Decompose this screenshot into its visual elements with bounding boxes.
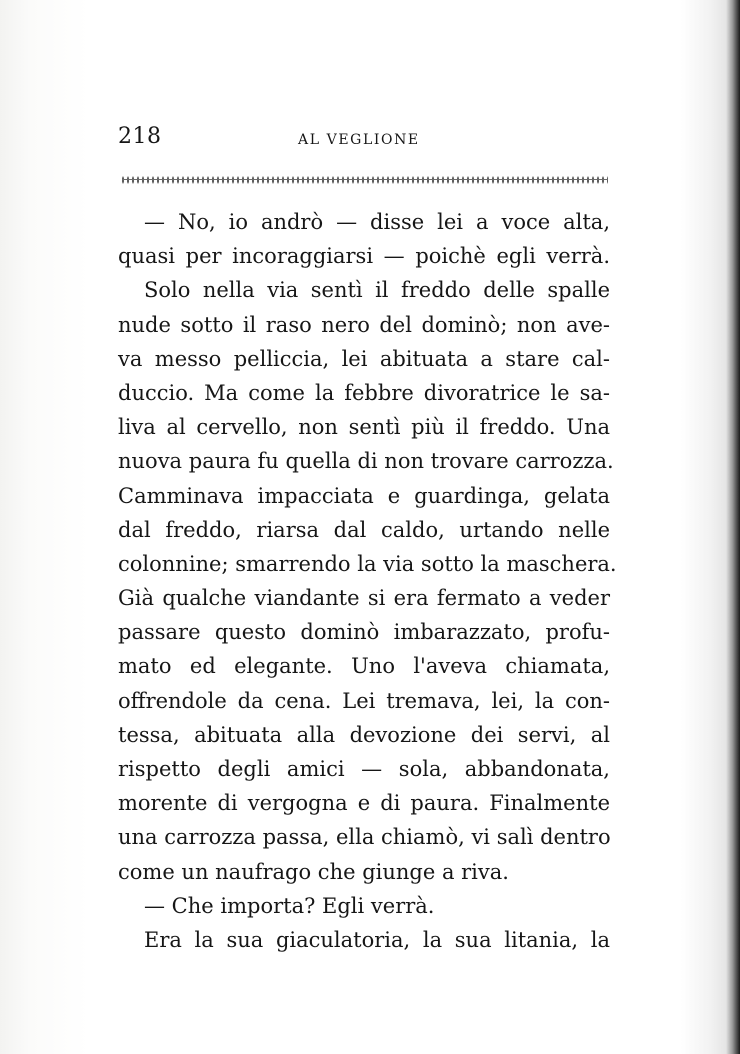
text-line: — No, io andrò — disse lei a voce alta, xyxy=(144,210,610,234)
running-header xyxy=(118,124,608,158)
page-spine-shadow xyxy=(726,0,740,1054)
text-line: duccio. Ma come la febbre divoratrice le sa- xyxy=(118,380,610,405)
text-line: rispetto degli amici — sola, abbandonata, xyxy=(118,757,610,781)
text-line: quasi per incoraggiarsi — poichè egli verrà. xyxy=(118,244,610,269)
text-line: offrendole da cena. Lei tremava, lei, la con- xyxy=(118,688,610,713)
text-line: Solo nella via sentì il freddo delle spalle xyxy=(144,278,610,303)
ornamental-rule xyxy=(122,176,608,184)
text-line: Camminava impacciata e guardinga, gelata xyxy=(118,483,610,508)
text-line: nuova paura fu quella di non trovare carrozza. xyxy=(118,449,614,474)
text-line: una carrozza passa, ella chiamò, vi salì dentro xyxy=(118,825,611,850)
text-line: passare questo dominò imbarazzato, profu- xyxy=(118,620,610,645)
running-title: AL VEGLIONE xyxy=(298,132,420,148)
text-line: dal freddo, riarsa dal caldo, urtando nelle xyxy=(118,517,610,542)
text-line: — Che importa? Egli verrà. xyxy=(144,893,435,918)
text-line: Già qualche viandante si era fermato a veder xyxy=(118,586,610,611)
text-line: nude sotto il raso nero del dominò; non ave- xyxy=(118,312,610,337)
text-line: come un naufrago che giunge a riva. xyxy=(118,859,509,884)
body-text xyxy=(118,205,617,957)
text-line: va messo pelliccia, lei abituata a stare cal- xyxy=(118,346,610,371)
text-line: Era la sua giaculatoria, la sua litania, la xyxy=(144,927,610,952)
text-line: mato ed elegante. Uno l'aveva chiamata, xyxy=(118,654,610,679)
page-number: 218 xyxy=(118,124,162,149)
text-line: morente di vergogna e di paura. Finalmente xyxy=(118,791,610,816)
text-line: liva al cervello, non sentì più il freddo. Una xyxy=(118,415,610,440)
text-line: tessa, abituata alla devozione dei servi, al xyxy=(118,722,610,747)
text-line: colonnine; smarrendo la via sotto la maschera. xyxy=(118,551,617,576)
